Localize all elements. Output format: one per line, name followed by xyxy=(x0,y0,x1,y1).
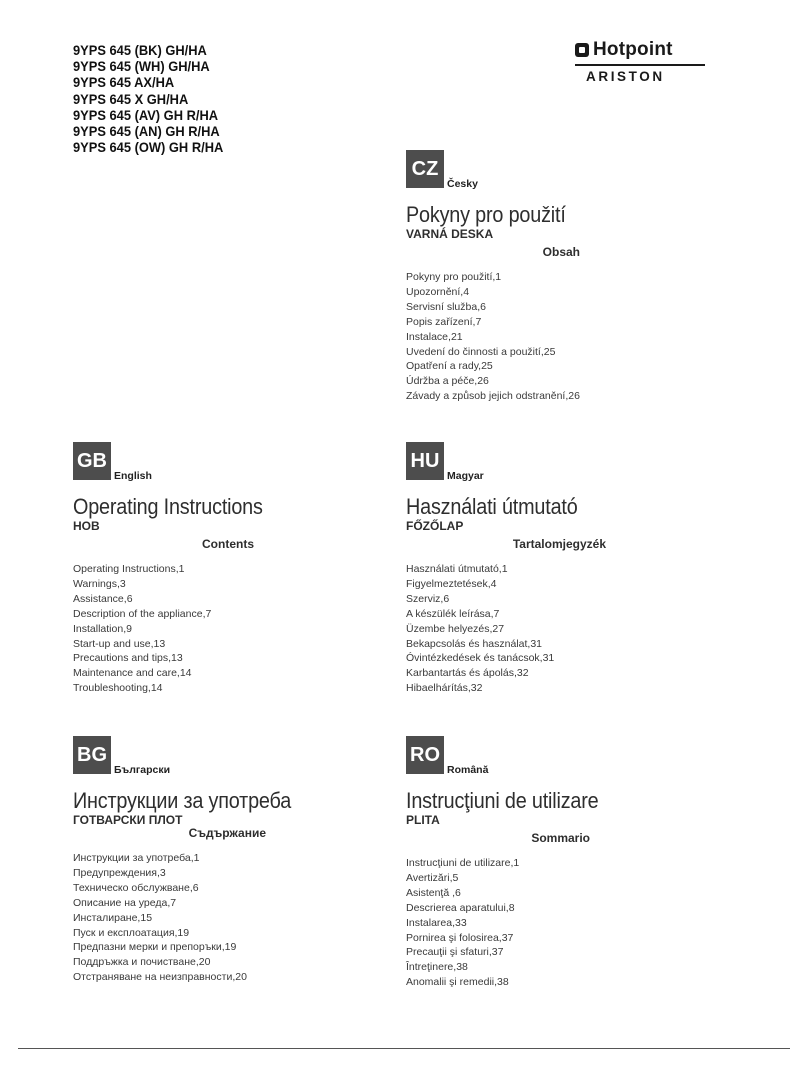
toc-item: Anomalii şi remedii,38 xyxy=(406,976,509,989)
toc-item: Start-up and use,13 xyxy=(73,637,166,650)
toc-item: Предпазни мерки и препоръки,19 xyxy=(73,941,237,954)
model-list xyxy=(73,42,223,155)
language-name: Български xyxy=(114,764,171,776)
hotpoint-logo-icon xyxy=(575,43,589,57)
toc-item: Предупреждения,3 xyxy=(73,866,166,879)
manual-title: Instrucţiuni de utilizare xyxy=(406,788,599,813)
toc-item: Üzembe helyezés,27 xyxy=(406,622,505,635)
model-number: 9YPS 645 (BK) GH/HA xyxy=(73,42,207,58)
section-bg xyxy=(73,734,413,985)
section-cz xyxy=(406,148,746,404)
toc-item: Instalarea,33 xyxy=(406,916,467,929)
toc-item: Figyelmeztetések,4 xyxy=(406,577,497,590)
toc-item: Maintenance and care,14 xyxy=(73,667,192,680)
toc-item: Pokyny pro použití,1 xyxy=(406,271,502,283)
manual-subtitle: VARNÁ DESKA xyxy=(406,227,494,241)
toc-item: Popis zařízení,7 xyxy=(406,315,482,328)
table-of-contents xyxy=(406,562,746,696)
model-number: 9YPS 645 (OW) GH R/HA xyxy=(73,139,224,156)
section-gb xyxy=(73,440,413,696)
language-badge-hu: HU xyxy=(406,442,444,480)
table-of-contents xyxy=(73,851,413,985)
toc-item: Descrierea aparatului,8 xyxy=(406,901,515,914)
toc-item: Használati útmutató,1 xyxy=(406,563,508,575)
toc-item: Инструкции за употреба,1 xyxy=(73,852,200,864)
toc-item: Instrucţiuni de utilizare,1 xyxy=(406,857,520,869)
toc-item: Описание на уреда,7 xyxy=(73,896,177,909)
language-name: Magyar xyxy=(447,470,484,482)
toc-item: Assistance,6 xyxy=(73,592,133,605)
toc-item: Upozornění,4 xyxy=(406,285,470,298)
logo-divider xyxy=(575,64,705,66)
contents-heading: Sommario xyxy=(531,831,590,845)
manual-subtitle: FŐZŐLAP xyxy=(406,519,464,533)
toc-item: Отстраняване на неизправности,20 xyxy=(73,971,247,984)
language-badge-ro: RO xyxy=(406,736,444,774)
manual-title: Pokyny pro použití xyxy=(406,202,566,227)
toc-item: A készülék leírása,7 xyxy=(406,607,500,620)
toc-item: Óvintézkedések és tanácsok,31 xyxy=(406,652,555,665)
section-hu xyxy=(406,440,746,696)
toc-item: Bekapcsolás és használat,31 xyxy=(406,637,543,650)
logo-brand: Hotpoint xyxy=(593,39,673,60)
toc-item: Uvedení do činnosti a použití,25 xyxy=(406,345,556,358)
manual-title: Használati útmutató xyxy=(406,494,578,519)
language-badge-bg: BG xyxy=(73,736,111,774)
contents-heading: Съдържание xyxy=(188,826,266,840)
model-number: 9YPS 645 (WH) GH/HA xyxy=(73,58,210,75)
toc-item: Precauţii şi sfaturi,37 xyxy=(406,946,504,959)
toc-item: Installation,9 xyxy=(73,622,132,635)
manual-title: Operating Instructions xyxy=(73,494,263,519)
table-of-contents xyxy=(73,562,413,696)
manual-subtitle: HOB xyxy=(73,519,100,533)
logo-sub: ARISTON xyxy=(586,69,665,84)
contents-heading: Tartalomjegyzék xyxy=(512,537,606,551)
toc-item: Asistenţă ,6 xyxy=(406,886,461,899)
toc-item: Техническо обслужване,6 xyxy=(73,881,199,894)
language-name: English xyxy=(114,470,152,482)
toc-item: Întreţinere,38 xyxy=(406,961,468,974)
model-number: 9YPS 645 (AV) GH R/HA xyxy=(73,106,219,123)
toc-item: Hibaelhárítás,32 xyxy=(406,682,483,695)
toc-item: Karbantartás és ápolás,32 xyxy=(406,667,529,680)
toc-item: Troubleshooting,14 xyxy=(73,682,163,695)
language-badge-cz: CZ xyxy=(406,150,444,188)
manual-title: Инструкции за употреба xyxy=(73,788,292,813)
toc-item: Precautions and tips,13 xyxy=(73,652,183,665)
toc-item: Szerviz,6 xyxy=(406,592,450,605)
toc-item: Avertizări,5 xyxy=(406,871,459,884)
footer-divider xyxy=(18,1048,790,1049)
toc-item: Opatření a rady,25 xyxy=(406,360,493,373)
model-number: 9YPS 645 AX/HA xyxy=(73,74,175,91)
toc-item: Пуск и експлоатация,19 xyxy=(73,926,190,939)
toc-item: Závady a způsob jejich odstranění,26 xyxy=(406,390,580,403)
table-of-contents xyxy=(406,270,746,404)
toc-item: Servisní služba,6 xyxy=(406,300,486,313)
language-name: Română xyxy=(447,764,489,776)
table-of-contents xyxy=(406,856,746,990)
toc-item: Údržba a péče,26 xyxy=(406,375,489,388)
model-number: 9YPS 645 (AN) GH R/HA xyxy=(73,123,220,140)
toc-item: Instalace,21 xyxy=(406,330,463,343)
toc-item: Warnings,3 xyxy=(73,577,126,590)
toc-item: Operating Instructions,1 xyxy=(73,563,185,575)
hotpoint-ariston-logo xyxy=(575,40,707,88)
contents-heading: Contents xyxy=(202,537,254,551)
model-number: 9YPS 645 X GH/HA xyxy=(73,90,189,107)
contents-heading: Obsah xyxy=(542,245,580,259)
manual-subtitle: ГОТВАРСКИ ПЛОТ xyxy=(73,813,183,827)
toc-item: Инсталиране,15 xyxy=(73,911,153,924)
language-name: Česky xyxy=(447,178,478,190)
toc-item: Поддръжка и почистване,20 xyxy=(73,956,211,969)
language-badge-gb: GB xyxy=(73,442,111,480)
toc-item: Description of the appliance,7 xyxy=(73,607,212,620)
manual-subtitle: PLITA xyxy=(406,813,440,827)
toc-item: Pornirea şi folosirea,37 xyxy=(406,931,514,944)
section-ro xyxy=(406,734,746,990)
